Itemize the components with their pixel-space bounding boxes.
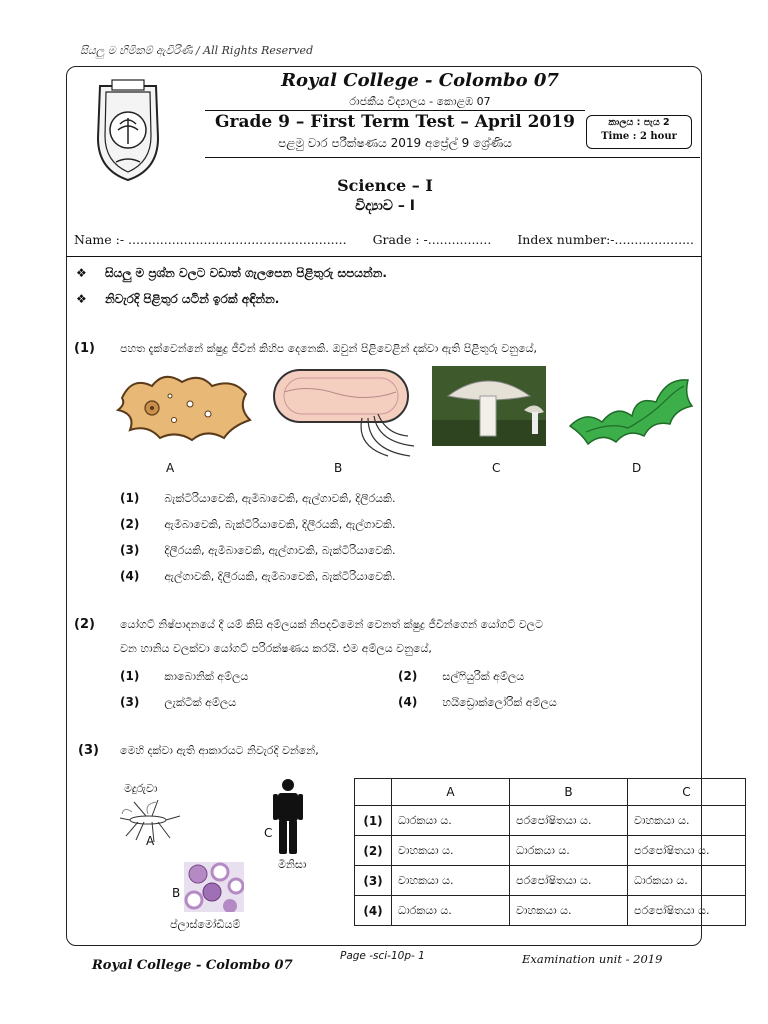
plasmodium-label: ප්ලාස්මෝඩියම් [170,918,241,931]
algae-image [566,366,694,448]
rights-notice: සියලු ම හිමිකම් ඇවිරිණි / All Rights Reserved [80,44,314,57]
table-row[interactable]: (3) වාහකයා ය. පරපෝෂිතයා ය. ධාරකයා ය. [355,866,746,896]
image-label-a: A [166,461,175,475]
q2-option-4[interactable]: (4) හයිඩ්‍රොක්ලෝරික් අම්ලය [398,695,557,709]
subject-title: Science – I [337,176,433,195]
image-label-c: C [492,461,501,475]
subject-title-sinhala: විද්‍යාව – I [355,198,415,214]
mushroom-image [432,366,546,446]
amoeba-image [112,368,254,444]
question-3-text: මෙහි දක්වා ඇති ආකාරයට නිවැරදි වන්නේ, [120,744,319,757]
question-1-text: පහත දැක්වෙන්නේ ක්ෂුද්‍ර ජීවීන් කිහිප දෙනෙකි. ඔවුන් පිළිවෙළින් දක්වා ඇති පිළිතුරු වනුයේ, [120,342,537,355]
instruction-2: ❖ නිවැරදි පිළිතුර යටින් ඉරක් අඳින්න. [76,292,280,306]
grade-field[interactable]: Grade : -................ [372,232,492,247]
human-figure-image [272,778,304,856]
human-label: මිනිසා [278,858,307,871]
plasmodium-letter-b: B [172,886,181,900]
bullet-icon: ❖ [76,292,87,306]
question-2-number: (2) [74,617,95,632]
table-row[interactable]: (2) වාහකයා ය. ධාරකයා ය. පරපෝෂිතයා ය. [355,836,746,866]
divider [205,157,700,158]
mosquito-letter-a: A [146,834,155,848]
image-label-b: B [334,461,343,475]
question-3-number: (3) [78,743,99,758]
school-name: Royal College - Colombo 07 [281,70,559,91]
index-field[interactable]: Index number:-.................... [517,232,694,247]
plasmodium-blood-cells-image [184,862,244,912]
q2-option-1[interactable]: (1) කාබොනික් අම්ලය [120,669,249,683]
exam-title-sinhala: පළමු වාර පරීක්ෂණය 2019 අප්‍රේල් 9 ශ්‍රේණිය [278,136,512,150]
time-box [586,115,692,149]
footer-school-name: Royal College - Colombo 07 [92,958,293,973]
footer-exam-unit: Examination unit - 2019 [522,952,663,966]
name-field[interactable]: Name :- ....................................................... [74,232,347,247]
divider [205,110,585,111]
q1-option-4[interactable]: (4) ඇල්ගාවකි, දිලීරයකි, ඇමීබාවෙකි, බැක්ටීරියාවෙකි. [120,569,396,583]
time-english: Time : 2 hour [601,131,677,142]
image-label-d: D [632,461,642,475]
table-row[interactable]: (1) ධාරකයා ය. පරපෝෂිතයා ය. වාහකයා ය. [355,806,746,836]
table-header-row: A B C [355,779,746,806]
q1-option-2[interactable]: (2) ඇමීබාවෙකි, බැක්ටීරියාවෙකි, දිලීරයකි, ඇල්ගාවකි. [120,517,396,531]
instruction-1: ❖ සියලු ම ප්‍රශ්න වලට වඩාත් ගැලපෙන පිළිතුරු සපයන්න. [76,266,387,280]
bacterium-image [268,364,418,458]
human-letter-c: C [264,826,273,840]
school-name-sinhala: රාජකීය විද්‍යාලය - කොළඹ 07 [349,95,491,108]
student-details-line [74,232,694,247]
divider [66,256,702,257]
table-row[interactable]: (4) ධාරකයා ය. වාහකයා ය. පරපෝෂිතයා ය. [355,896,746,926]
q1-option-3[interactable]: (3) දිලීරයකි, ඇමීබාවෙකි, ඇල්ගාවකි, බැක්ටීරියාවෙකි. [120,543,396,557]
question-2-text-line1: යෝගට් නිෂ්පාදනයේ දී යම් කිසි අම්ලයක් නිපදවීමෙන් වෙනත් ක්ෂුද්‍ර ජීවීන්ගෙන් යෝගට් වලට [120,618,543,631]
q3-answer-table [354,778,746,926]
mosquito-label: මදුරුවා [124,782,158,795]
bullet-icon: ❖ [76,266,87,280]
school-crest-logo [86,78,170,182]
q1-option-1[interactable]: (1) බැක්ටීරියාවෙකි, ඇමීබාවෙකි, ඇල්ගාවකි, දිලීරයකි. [120,491,396,505]
footer-page-number: Page -sci-10p- 1 [340,950,425,962]
time-sinhala: කාලය : පැය 2 [608,117,670,128]
exam-title: Grade 9 – First Term Test – April 2019 [215,112,575,132]
question-1-number: (1) [74,341,95,356]
q2-option-2[interactable]: (2) සල්ෆියුරික් අම්ලය [398,669,525,683]
question-2-text-line2: වන හානිය වලක්වා යෝගට් පරිරක්ෂණය කරයි. එම අම්ලය වනුයේ, [120,642,432,655]
q2-option-3[interactable]: (3) ලැක්ටික් අම්ලය [120,695,237,709]
